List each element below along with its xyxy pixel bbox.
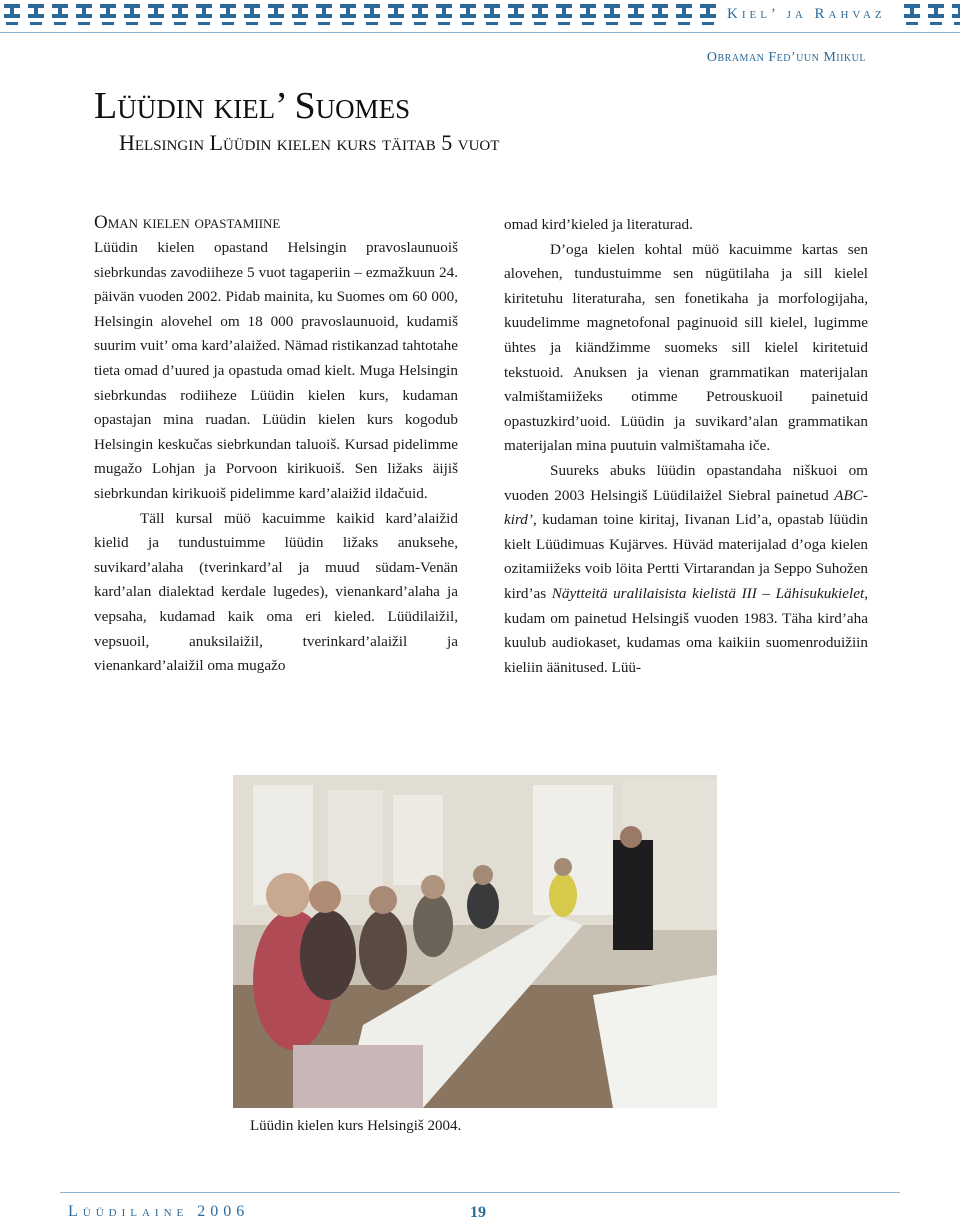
- text-span: , kudaman toine kiritaj, Iivanan Lid’a, opastab lüüdin kielt Lüüdimuas Kujärves. Hüväd materijalad d’oga kielen ozitamiižeks voib löita Pertti Virtarandan ja Seppo Suhožen kird’as: [504, 511, 868, 602]
- article-title: Lüüdin kiel’ Suomes: [94, 85, 411, 127]
- classroom-photo: [233, 775, 717, 1108]
- photo-caption: Lüüdin kielen kurs Helsingiš 2004.: [250, 1118, 462, 1134]
- book-title: Näytteitä uralilaisista kielistä III – Lähisukukielet: [551, 584, 865, 602]
- footer-rule: [60, 1192, 900, 1193]
- magazine-name: Lüüdilaine 2006: [68, 1203, 250, 1220]
- header-ornament: [0, 0, 720, 30]
- left-column: [94, 210, 458, 679]
- paragraph: Lüüdin kielen opastand Helsingin pravoslaunuoiš siebrkundas zavodiiheze 5 vuot tagaperiin – ezmažkuun 24. päivän vuoden 2002. Pidab mainita, ku Suomes om 60 000, Helsingin alovehel om 18 000 pravoslaunuoid, kudamiš suurim vuit’ oma kard’alaižed. Nämad ristikanzad tahtotahe tieta omad d’uured ja opastuda omad kielt. Muga Helsingin siebrkundas rodiiheze Lüüdin kielen kurs, kudaman opastajan mina ruadan. Lüüdin kielen kurs kogodub Helsingin keskučas siebrkundan taluoiš. Kursad pidelimme mugažo Lohjan ja Porvoon kirikuoiš. Sen ližaks äijiš siebrkundan kirikuoiš pidelimme kard’alaižid ildačuid.: [94, 239, 458, 502]
- book-title: ABC-kird’: [504, 486, 868, 529]
- article-author: Obraman Fed’uun Miikul: [706, 50, 866, 65]
- paragraph: Täll kursal müö kacuimme kaikid kard’alaižid kielid ja tundustuimme lüüdin ližaks anuksehe, suvikard’alaha (tverinkard’al ja muud südam-Venän kard’alan dialektad kerdale lugedes), vienankard’alaha ja vepsaha, kudamad kaik oma eri kieled. Lüüdilaižil, vepsuoil, anuksilaižil, tverinkard’alaižil ja vienankard’alaižil oma mugažo: [94, 509, 458, 675]
- right-column: [504, 213, 868, 680]
- header-rule: [0, 32, 960, 33]
- journal-name: Kiel’ ja Rahvaz: [727, 6, 886, 22]
- section-heading: Oman kielen opastamiine: [94, 212, 281, 233]
- text-span: Suureks abuks lüüdin opastandaha niškuoi om vuoden 2003 Helsingiš Lüüdilaižel Siebral painetud: [504, 461, 868, 504]
- header-ornament-right: [900, 0, 960, 30]
- paragraph: [504, 459, 868, 680]
- paragraph: omad kird’kieled ja literaturad.: [504, 216, 693, 233]
- paragraph: D’oga kielen kohtal müö kacuimme kartas sen alovehen, tundustuimme sen nügütilaha ja sill kielel kiritetuhu literaturaha, sen fonetikaha ja morfologijaha, kuudelimme magnetofonal paginuoid sill kielel, lugimme ühtes ja kiändžimme suomeks sill kielel kiritetuid tekstuoid. Anuksen ja vienan grammatikan materijalan valmištamiižeks otimme Petrouskuoil painetuid opastuzkird’uoid. Lüüdin ja suvikard’alan grammatikan materijalan mina puutuin valmištamaha iče.: [504, 240, 868, 455]
- text-span: , kudam om painetud Helsingiš vuoden 1983. Täha kird’aha kuulub audiokaset, kudamas oma kaikiin suomenroduižiin kieliin äänitused. Lüü-: [504, 584, 868, 676]
- article-subtitle: Helsingin Lüüdin kielen kurs täitab 5 vuot: [119, 130, 500, 155]
- page-number: 19: [470, 1204, 486, 1221]
